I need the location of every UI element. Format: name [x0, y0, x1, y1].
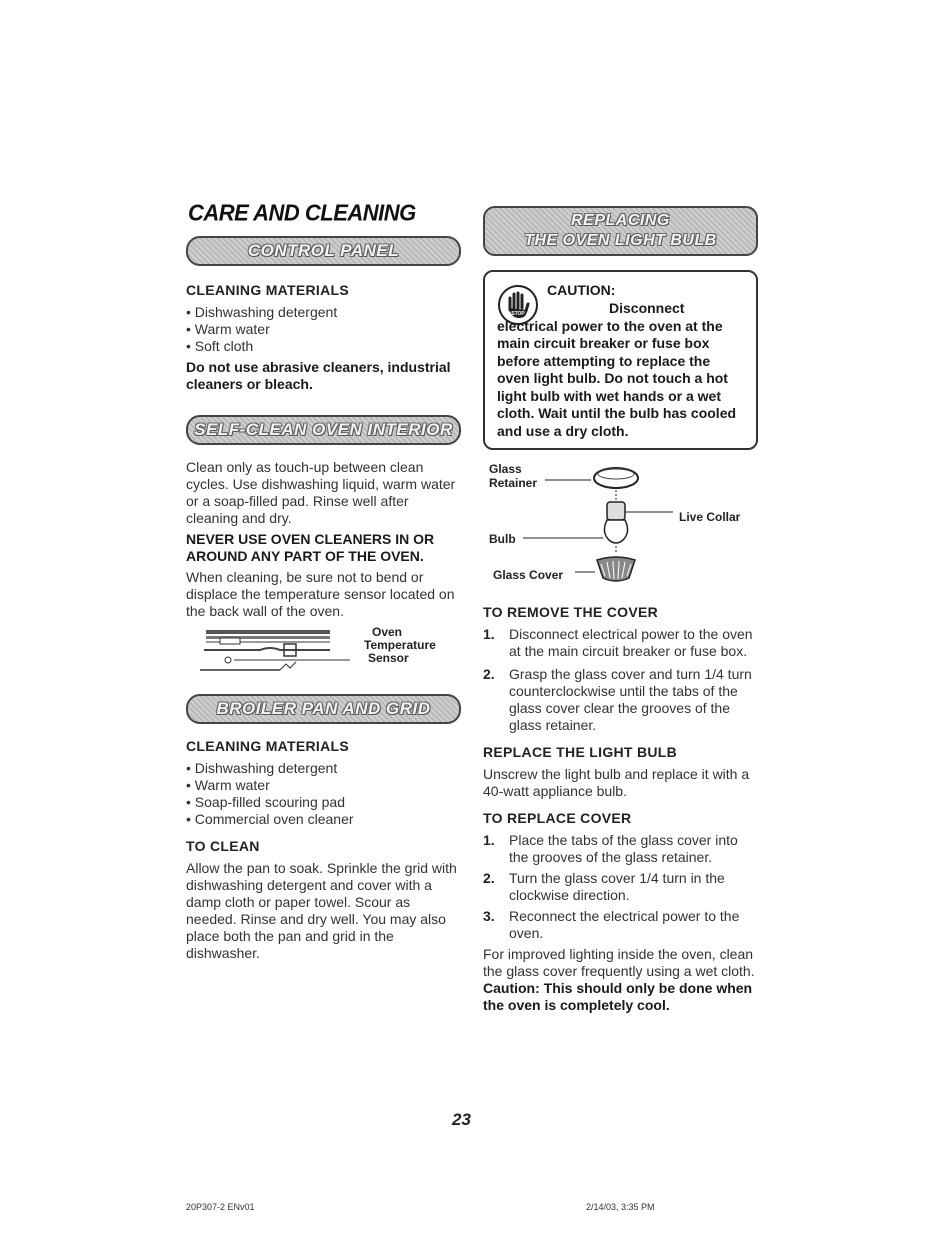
caution-box: [483, 270, 758, 450]
banner-line: THE OVEN LIGHT BULB: [524, 232, 717, 249]
banner-line: REPLACING: [571, 212, 670, 229]
bulb-label: Bulb: [489, 532, 516, 546]
cleaning-materials-heading: CLEANING MATERIALS: [186, 738, 350, 754]
sensor-paragraph: When cleaning, be sure not to bend or displace the temperature sensor located on the back wall of the oven.: [186, 569, 455, 619]
replace-cover-steps: [483, 832, 758, 942]
self-clean-paragraph: Clean only as touch-up between clean cycles. Use dishwashing liquid, warm water or a soap-filled pad. Rinse well after cleaning and dry.: [186, 459, 456, 526]
page-number: 23: [452, 1110, 471, 1129]
list-item: • Commercial oven cleaner: [186, 811, 461, 828]
step-text: Turn the glass cover 1/4 turn in the clockwise direction.: [509, 870, 725, 903]
list-item: [483, 870, 758, 904]
list-item: • Warm water: [186, 777, 461, 794]
list-item: [483, 908, 758, 942]
glass-cover-label: Glass Cover: [493, 568, 564, 582]
step-number: 2.: [483, 870, 495, 886]
left-column: [186, 200, 461, 962]
replace-cover-heading: TO REPLACE COVER: [483, 810, 632, 826]
remove-cover-steps: [483, 626, 758, 734]
step-text: Reconnect the electrical power to the oven.: [509, 908, 740, 941]
sensor-label-line: Oven: [372, 625, 403, 639]
list-item: [483, 832, 758, 866]
control-panel-banner: CONTROL PANEL: [186, 236, 461, 266]
list-item: • Soap-filled scouring pad: [186, 794, 461, 811]
step-number: 1.: [483, 626, 495, 642]
page-title: CARE AND CLEANING: [188, 199, 416, 226]
final-text: For improved lighting inside the oven, clean the glass cover frequently using a wet cloth.: [483, 946, 755, 979]
caution-label: CAUTION:: [547, 282, 616, 298]
step-number: 2.: [483, 666, 495, 682]
final-paragraph: [483, 946, 758, 1014]
control-panel-materials-list: [186, 304, 461, 355]
label-line: Retainer: [489, 476, 538, 490]
list-item: • Soft cloth: [186, 338, 461, 355]
step-text: Disconnect electrical power to the oven at the main circuit breaker or fuse box.: [509, 626, 753, 659]
bulb-parts-illustration: [483, 460, 683, 590]
replace-bulb-heading: REPLACE THE LIGHT BULB: [483, 744, 678, 760]
footer-left: 20P307-2 ENv01: [186, 1202, 255, 1212]
right-column: [483, 206, 758, 1014]
step-text: Place the tabs of the glass cover into the grooves of the glass retainer.: [509, 832, 738, 865]
final-caution: Caution: This should only be done when the oven is completely cool.: [483, 980, 753, 1013]
list-item: • Dishwashing detergent: [186, 304, 461, 321]
label-line: Glass: [489, 462, 522, 476]
oven-cleaner-warning: NEVER USE OVEN CLEANERS IN OR AROUND ANY PART OF THE OVEN.: [186, 531, 435, 564]
temperature-sensor-diagram: [200, 628, 360, 680]
to-clean-paragraph: Allow the pan to soak. Sprinkle the grid with dishwashing detergent and cover with a damp cloth or paper towel. Scour as needed. Rinse and dry well. You may also place both the pan and grid in the dishwasher.: [186, 860, 457, 961]
step-number: 1.: [483, 832, 495, 848]
sensor-label: [364, 626, 436, 665]
list-item: • Warm water: [186, 321, 461, 338]
broiler-banner: BROILER PAN AND GRID: [186, 694, 461, 724]
list-item: • Dishwashing detergent: [186, 760, 461, 777]
footer-right: 2/14/03, 3:35 PM: [586, 1202, 655, 1212]
replace-bulb-text: Unscrew the light bulb and replace it with a 40-watt appliance bulb.: [483, 766, 750, 799]
remove-cover-heading: TO REMOVE THE COVER: [483, 604, 659, 620]
list-item: [483, 666, 758, 734]
broiler-materials-list: [186, 760, 461, 828]
cleaning-materials-heading: CLEANING MATERIALS: [186, 282, 350, 298]
self-clean-banner: SELF-CLEAN OVEN INTERIOR: [186, 415, 461, 445]
svg-text:STOP: STOP: [511, 311, 525, 317]
caution-text: Disconnect electrical power to the oven at the main circuit breaker or fuse box before attempting to replace the oven light bulb. Do not touch a hot light bulb with wet hands or a wet cloth. Wait until the bulb has cooled and use a dry cloth.: [497, 300, 737, 439]
step-number: 3.: [483, 908, 495, 924]
bulb-diagram: [483, 460, 758, 590]
live-collar-label: Live Collar: [679, 510, 741, 524]
replacing-bulb-banner: [483, 206, 758, 256]
temperature-sensor-figure: [186, 626, 461, 682]
sensor-label-line: Temperature: [364, 638, 436, 652]
sensor-label-line: Sensor: [368, 651, 409, 665]
abrasive-warning: Do not use abrasive cleaners, industrial cleaners or bleach.: [186, 359, 451, 392]
to-clean-heading: TO CLEAN: [186, 838, 260, 854]
list-item: [483, 626, 758, 660]
step-text: Grasp the glass cover and turn 1/4 turn counterclockwise until the tabs of the glass cover clear the grooves of the glass retainer.: [509, 666, 752, 733]
